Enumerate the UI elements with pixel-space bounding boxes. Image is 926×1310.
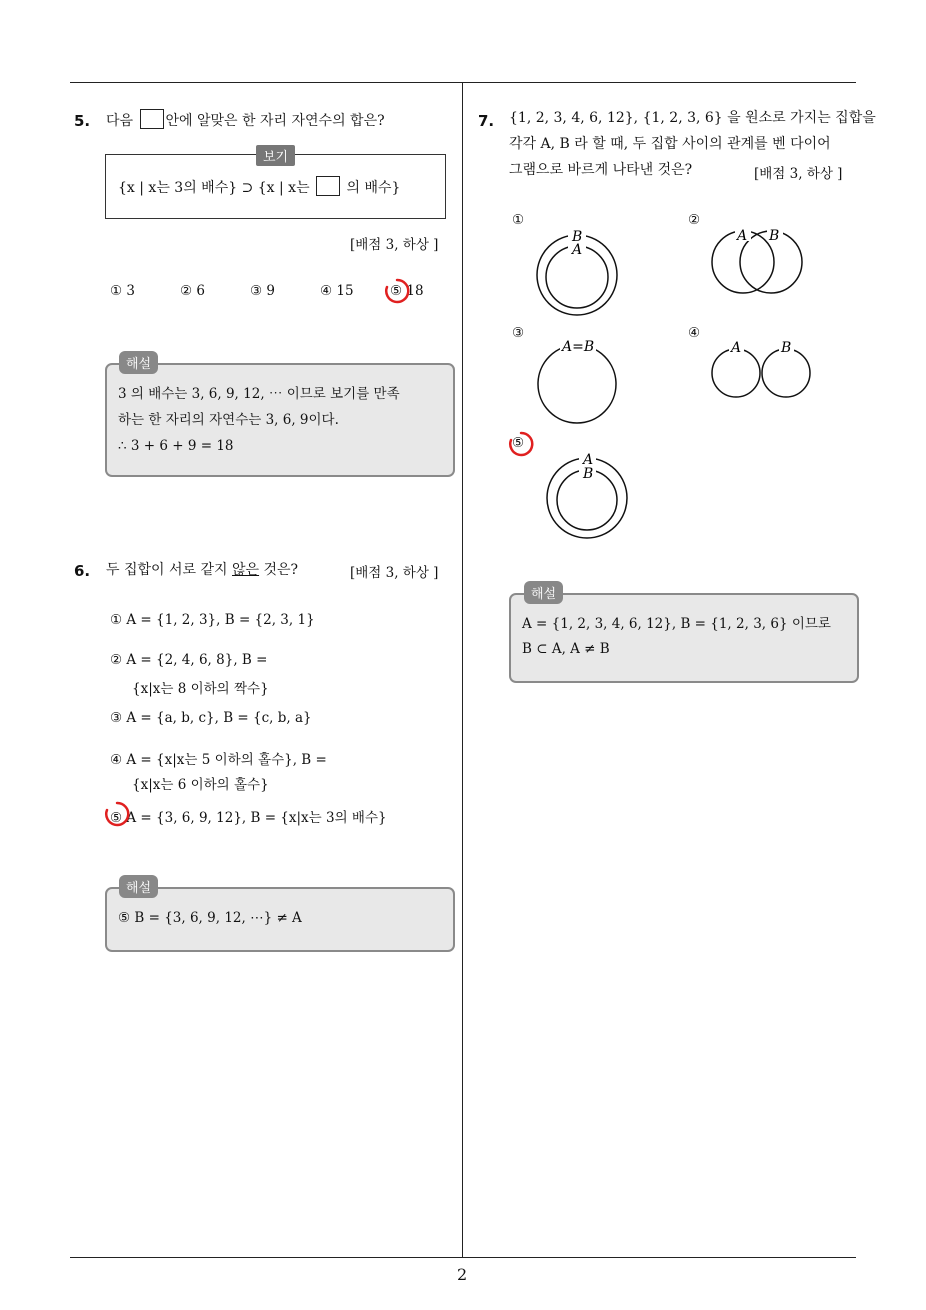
q7-venn-1-label-a: A xyxy=(572,242,583,258)
q6-text-pre: 두 집합이 서로 같지 xyxy=(106,562,232,578)
q7-venn-2-label-b: B xyxy=(769,228,780,244)
q7-answer-mark-icon xyxy=(508,431,534,457)
column-divider xyxy=(462,82,463,1258)
q7-number: 7. xyxy=(478,112,495,130)
q7-solution-line-1: A = {1, 2, 3, 4, 6, 12}, B = {1, 2, 3, 6} 이므로 xyxy=(522,616,831,632)
q6-number: 6. xyxy=(74,562,91,580)
q5-bogi-expression xyxy=(118,176,400,197)
q7-venn-4-svg[interactable] xyxy=(705,335,815,400)
q5-solution-line-2: 하는 한 자리의 자연수는 3, 6, 9이다. xyxy=(118,412,339,428)
q7-option-4-mark[interactable]: ④ xyxy=(688,325,701,341)
q7-venn-1-svg[interactable] xyxy=(530,225,630,320)
q5-choice-1[interactable]: ① 3 xyxy=(110,283,135,299)
q7-option-2-mark[interactable]: ② xyxy=(688,212,701,228)
q5-choice-4[interactable]: ④ 15 xyxy=(320,283,354,299)
q5-solution-line-1: 3 의 배수는 3, 6, 9, 12, ⋯ 이므로 보기를 만족 xyxy=(118,386,400,402)
q5-question xyxy=(106,108,385,134)
q6-choice-3[interactable]: ③ A = {a, b, c}, B = {c, b, a} xyxy=(110,710,312,726)
q7-option-3-mark[interactable]: ③ xyxy=(512,325,525,341)
q7-line-1: {1, 2, 3, 4, 6, 12}, {1, 2, 3, 6} 을 원소로 가지는 집합을 xyxy=(509,110,876,126)
q5-choice-5[interactable]: ⑤ 18 xyxy=(390,283,424,299)
q6-question xyxy=(106,557,298,583)
q7-venn-5-label-a: A xyxy=(583,452,594,468)
q5-bogi-left: {x | x는 3의 배수} ⊃ {x | x는 xyxy=(118,180,310,196)
q7-venn-2-svg[interactable] xyxy=(705,225,815,300)
q6-choice-4-cont: {x|x는 6 이하의 홀수} xyxy=(132,777,269,793)
q7-solution-label: 해설 xyxy=(524,581,563,604)
q6-solution-line-1: ⑤ B = {3, 6, 9, 12, ⋯} ≠ A xyxy=(118,910,302,926)
q5-blank-box xyxy=(140,109,164,129)
q7-venn-4-label-b: B xyxy=(781,340,792,356)
q5-bogi-blank xyxy=(316,176,340,196)
q7-solution-line-2: B ⊂ A, A ≠ B xyxy=(522,641,610,657)
q7-venn-3-circle xyxy=(538,345,616,423)
q7-venn-4-circle-a xyxy=(712,349,760,397)
q6-choice-2[interactable]: ② A = {2, 4, 6, 8}, B = xyxy=(110,652,268,668)
q5-choice-2[interactable]: ② 6 xyxy=(180,283,205,299)
q5-score: [배점 3, 하상 ] xyxy=(350,237,439,253)
q7-venn-1-label-b: B xyxy=(572,229,583,245)
q5-answer-mark-icon xyxy=(384,278,410,304)
q7-venn-5-svg[interactable] xyxy=(540,448,640,540)
q6-solution-label: 해설 xyxy=(119,875,158,898)
q6-score: [배점 3, 하상 ] xyxy=(350,565,439,581)
q7-option-5-mark[interactable]: ⑤ xyxy=(512,435,525,451)
q7-score: [배점 3, 하상 ] xyxy=(754,166,843,182)
q7-venn-4-label-a: A xyxy=(731,340,742,356)
q6-choice-4[interactable]: ④ A = {x|x는 5 이하의 홀수}, B = xyxy=(110,752,327,768)
q6-choice-1[interactable]: ① A = {1, 2, 3}, B = {2, 3, 1} xyxy=(110,612,315,628)
bottom-rule xyxy=(70,1257,856,1258)
q5-bogi-right: 의 배수} xyxy=(346,180,401,196)
q7-venn-3-label: A=B xyxy=(562,339,595,355)
q5-text-a: 다음 xyxy=(106,113,134,129)
q6-choice-2-cont: {x|x는 8 이하의 짝수} xyxy=(132,681,269,697)
q7-line-3: 그램으로 바르게 나타낸 것은? xyxy=(509,162,693,178)
q5-number: 5. xyxy=(74,112,91,130)
q5-solution-line-3: ∴ 3 + 6 + 9 = 18 xyxy=(118,438,234,454)
page-number: 2 xyxy=(457,1265,468,1284)
q6-text-post: 것은? xyxy=(259,562,299,578)
q7-venn-4-circle-b xyxy=(762,349,810,397)
q5-text-b: 안에 알맞은 한 자리 자연수의 합은? xyxy=(165,113,385,129)
q7-venn-5-label-b: B xyxy=(583,466,594,482)
q7-option-1-mark[interactable]: ① xyxy=(512,212,525,228)
q7-venn-2-label-a: A xyxy=(737,228,748,244)
q5-bogi-label: 보기 xyxy=(256,145,295,166)
q5-solution-label: 해설 xyxy=(119,351,158,374)
q6-choice-5[interactable]: ⑤ A = {3, 6, 9, 12}, B = {x|x는 3의 배수} xyxy=(110,810,387,826)
top-rule xyxy=(70,82,856,83)
q5-choice-3[interactable]: ③ 9 xyxy=(250,283,275,299)
q6-text-underlined: 않은 xyxy=(232,562,260,578)
q6-answer-mark-icon xyxy=(104,801,130,827)
q7-venn-3-svg[interactable] xyxy=(530,335,630,427)
q7-line-2: 각각 A, B 라 할 때, 두 집합 사이의 관계를 벤 다이어 xyxy=(509,136,831,152)
